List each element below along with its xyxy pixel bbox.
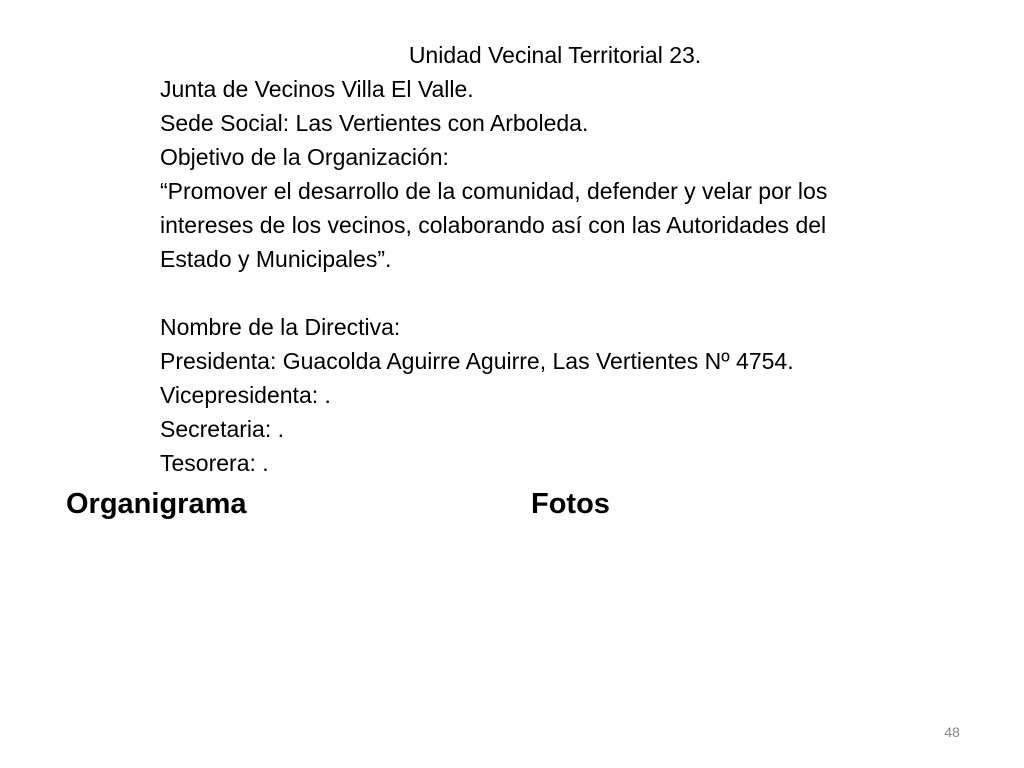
spacer	[160, 276, 950, 310]
page-number: 48	[944, 724, 960, 740]
vicepresidenta-line: Vicepresidenta: .	[160, 382, 331, 408]
directiva-label: Nombre de la Directiva:	[160, 314, 401, 340]
secretaria-line: Secretaria: .	[160, 416, 284, 442]
objetivo-line-1: “Promover el desarrollo de la comunidad, defender y velar por los	[160, 178, 828, 204]
objetivo-label: Objetivo de la Organización:	[160, 144, 449, 170]
sede-line: Sede Social: Las Vertientes con Arboleda.	[160, 110, 589, 136]
fotos-heading: Fotos	[531, 488, 610, 520]
objetivo-line-2: intereses de los vecinos, colaborando así con las Autoridades del	[160, 212, 827, 238]
organigrama-heading: Organigrama	[66, 488, 247, 520]
tesorera-line: Tesorera: .	[160, 450, 269, 476]
junta-line: Junta de Vecinos Villa El Valle.	[160, 76, 474, 102]
body-text	[160, 72, 950, 480]
slide-title: Unidad Vecinal Territorial 23.	[408, 42, 702, 68]
presidenta-line: Presidenta: Guacolda Aguirre Aguirre, Las Vertientes Nº 4754.	[160, 348, 794, 374]
objetivo-line-3: Estado y Municipales”.	[160, 246, 392, 272]
